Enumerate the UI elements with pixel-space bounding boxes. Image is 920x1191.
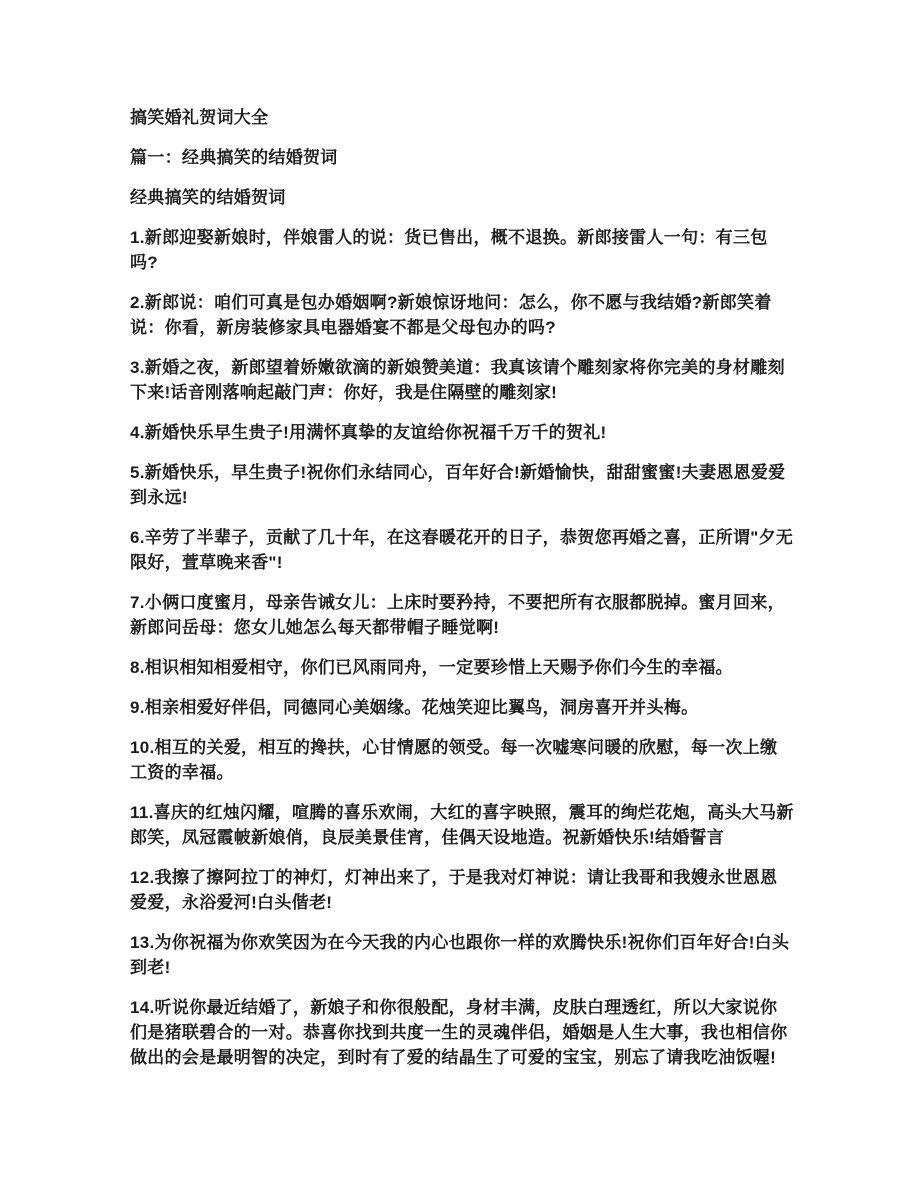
- paragraph: 7.小俩口度蜜月，母亲告诫女儿：上床时要矜持，不要把所有衣服都脱掉。蜜月回来，新郎问岳母：您女儿她怎么每天都带帽子睡觉啊!: [130, 593, 785, 637]
- document-title: 搞笑婚礼贺词大全: [130, 108, 269, 127]
- section-heading: 篇一：经典搞笑的结婚贺词: [130, 148, 338, 167]
- paragraph: 4.新婚快乐早生贵子!用满怀真挚的友谊给你祝福千万千的贺礼!: [130, 423, 607, 442]
- paragraph: 10.相互的关爱，相互的搀扶，心甘情愿的领受。每一次嘘寒问暖的欣慰，每一次上缴工资的幸福。: [130, 738, 778, 782]
- paragraph: 11.喜庆的红烛闪耀，喧腾的喜乐欢闹，大红的喜字映照，震耳的绚烂花炮，高头大马新郎笑，凤冠霞帔新娘俏，良辰美景佳宵，佳偶天设地造。祝新婚快乐!结婚誓言: [130, 803, 794, 847]
- paragraph-list: [130, 225, 794, 1070]
- paragraph: 12.我擦了擦阿拉丁的神灯，灯神出来了，于是我对灯神说：请让我哥和我嫂永世恩恩爱爱，永浴爱河!白头偕老!: [130, 868, 778, 912]
- paragraph: 8.相识相知相爱相守，你们已风雨同舟，一定要珍惜上天赐予你们今生的幸福。: [130, 658, 733, 677]
- paragraph: 2.新郎说：咱们可真是包办婚姻啊?新娘惊讶地问：怎么，你不愿与我结婚?新郎笑着说：你看，新房装修家具电器婚宴不都是父母包办的吗?: [130, 293, 772, 337]
- paragraph: 5.新婚快乐，早生贵子!祝你们永结同心，百年好合!新婚愉快，甜甜蜜蜜!夫妻恩恩爱爱到永远!: [130, 463, 786, 507]
- paragraph: 13.为你祝福为你欢笑因为在今天我的内心也跟你一样的欢腾快乐!祝你们百年好合!白头到老!: [130, 933, 790, 977]
- paragraph: 6.辛劳了半辈子，贡献了几十年，在这春暖花开的日子，恭贺您再婚之喜，正所谓"夕无限好，萱草晚来香"!: [130, 528, 794, 572]
- paragraph: 9.相亲相爱好伴侣，同德同心美姻缘。花烛笑迎比翼鸟，洞房喜开并头梅。: [130, 698, 699, 717]
- section-subheading: 经典搞笑的结婚贺词: [130, 188, 286, 207]
- paragraph: 3.新婚之夜，新郎望着娇嫩欲滴的新娘赞美道：我真该请个雕刻家将你完美的身材雕刻下来!话音刚落响起敲门声：你好，我是住隔壁的雕刻家!: [130, 358, 785, 402]
- paragraph: 1.新郎迎娶新娘时，伴娘雷人的说：货已售出，概不退换。新郎接雷人一句：有三包吗?: [130, 228, 768, 272]
- paragraph: 14.听说你最近结婚了，新娘子和你很般配，身材丰满，皮肤白理透红，所以大家说你们是猪联碧合的一对。恭喜你找到共度一生的灵魂伴侣，婚姻是人生大事，我也相信你做出的会是最明智的决定，到时有了爱的结晶生了可爱的宝宝，别忘了请我吃油饭喔!: [130, 998, 788, 1067]
